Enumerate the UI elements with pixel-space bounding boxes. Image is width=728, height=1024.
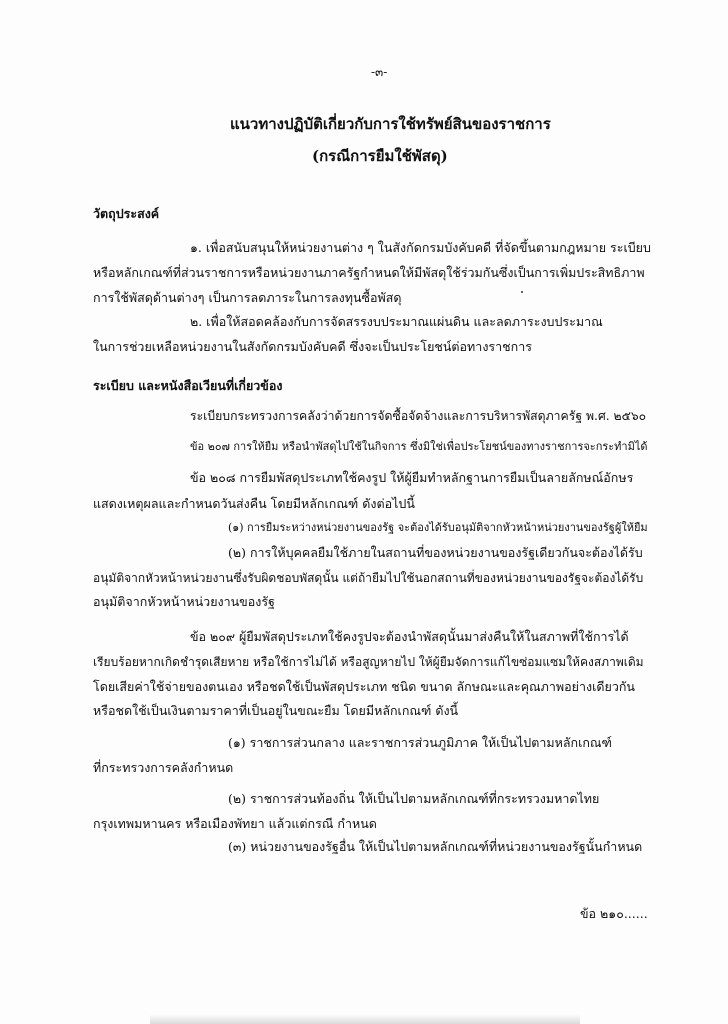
objectives-line: หรือหลักเกณฑ์ที่ส่วนราชการหรือหน่วยงานภาครัฐกำหนดให้มีพัสดุใช้ร่วมกันซึ่งเป็นการเพิ่มประสิทธิภาพ [93, 265, 645, 280]
objectives-line: ๑. เพื่อสนับสนุนให้หน่วยงานต่าง ๆ ในสังกัดกรมบังคับคดี ที่จัดขึ้นตามกฎหมาย ระเบียบ [190, 240, 651, 255]
regulation-line: อนุมัติจากหัวหน้าหน่วยงานซึ่งรับผิดชอบพัสดุนั้น แต่ถ้ายืมไปใช้นอกสถานที่ของหน่วยงานของรัฐจะต้องได้รับ [93, 571, 644, 585]
regulation-line: (๑) ราชการส่วนกลาง และราชการส่วนภูมิภาค ให้เป็นไปตามหลักเกณฑ์ [228, 735, 612, 750]
page-number: -๓- [371, 65, 388, 79]
regulation-line: (๒) ราชการส่วนท้องถิ่น ให้เป็นไปตามหลักเกณฑ์ที่กระทรวงมหาดไทย [228, 791, 600, 806]
regulation-line: ข้อ ๒๐๙ ผู้ยืมพัสดุประเภทใช้คงรูปจะต้องนำพัสดุนั้นมาส่งคืนให้ในสภาพที่ใช้การได้ [190, 629, 629, 644]
regulation-line: (๒) การให้บุคคลยืมใช้ภายในสถานที่ของหน่วยงานของรัฐเดียวกันจะต้องได้รับ [228, 545, 643, 560]
regulation-line: โดยเสียค่าใช้จ่ายของตนเอง หรือชดใช้เป็นพัสดุประเภท ชนิด ขนาด ลักษณะและคุณภาพอย่างเดียวกัน [93, 679, 635, 694]
regulation-line: ระเบียบกระทรวงการคลังว่าด้วยการจัดซื้อจัดจ้างและการบริหารพัสดุภาครัฐ พ.ศ. ๒๕๖๐ [190, 409, 647, 423]
regulation-line: ข้อ ๒๐๗ การให้ยืม หรือนำพัสดุไปใช้ในกิจการ ซึ่งมิใช่เพื่อประโยชน์ของทางราชการจะกระทำมิได้ [190, 440, 648, 453]
regulation-line: กรุงเทพมหานคร หรือเมืองพัทยา แล้วแต่กรณี กำหนด [93, 816, 377, 831]
regulations-heading: ระเบียบ และหนังสือเวียนที่เกี่ยวข้อง [93, 378, 283, 393]
regulation-line: อนุมัติจากหัวหน้าหน่วยงานของรัฐ [93, 594, 275, 609]
regulation-line: (๑) การยืมระหว่างหน่วยงานของรัฐ จะต้องได้รับอนุมัติจากหัวหน้าหน่วยงานของรัฐผู้ให้ยืม [228, 521, 648, 534]
scan-speck [521, 291, 523, 293]
document-title: แนวทางปฏิบัติเกี่ยวกับการใช้ทรัพย์สินของราชการ [230, 115, 551, 133]
document-subtitle: (กรณีการยืมใช้พัสดุ) [312, 147, 448, 165]
regulation-line: ที่กระทรวงการคลังกำหนด [93, 760, 234, 775]
objectives-line: การใช้พัสดุด้านต่างๆ เป็นการลดภาระในการลงทุนซื้อพัสดุ [93, 290, 402, 305]
regulation-line: แสดงเหตุผลและกำหนดวันส่งคืน โดยมีหลักเกณฑ์ ดังต่อไปนี้ [93, 496, 415, 511]
objectives-heading: วัตถุประสงค์ [93, 206, 160, 221]
regulation-line: (๓) หน่วยงานของรัฐอื่น ให้เป็นไปตามหลักเกณฑ์ที่หน่วยงานของรัฐนั้นกำหนด [228, 839, 643, 854]
objectives-line: ๒. เพื่อให้สอดคล้องกับการจัดสรรงบประมาณแผ่นดิน และลดภาระงบประมาณ [190, 314, 603, 329]
regulation-line: ข้อ ๒๐๘ การยืมพัสดุประเภทใช้คงรูป ให้ผู้ยืมทำหลักฐานการยืมเป็นลายลักษณ์อักษร [190, 470, 634, 485]
objectives-line: ในการช่วยเหลือหน่วยงานในสังกัดกรมบังคับคดี ซึ่งจะเป็นประโยชน์ต่อทางราชการ [93, 339, 532, 354]
regulation-line: หรือชดใช้เป็นเงินตามราคาที่เป็นอยู่ในขณะยืม โดยมีหลักเกณฑ์ ดังนี้ [93, 703, 459, 718]
regulation-line: เรียบร้อยหากเกิดชำรุดเสียหาย หรือใช้การไม่ได้ หรือสูญหายไป ให้ผู้ยืมจัดการแก้ไขซ่อมแซมให้คงสภาพเดิม [93, 655, 644, 669]
next-page-edge [150, 1014, 580, 1024]
continuation-marker: ข้อ ๒๑๐...... [580, 906, 648, 921]
